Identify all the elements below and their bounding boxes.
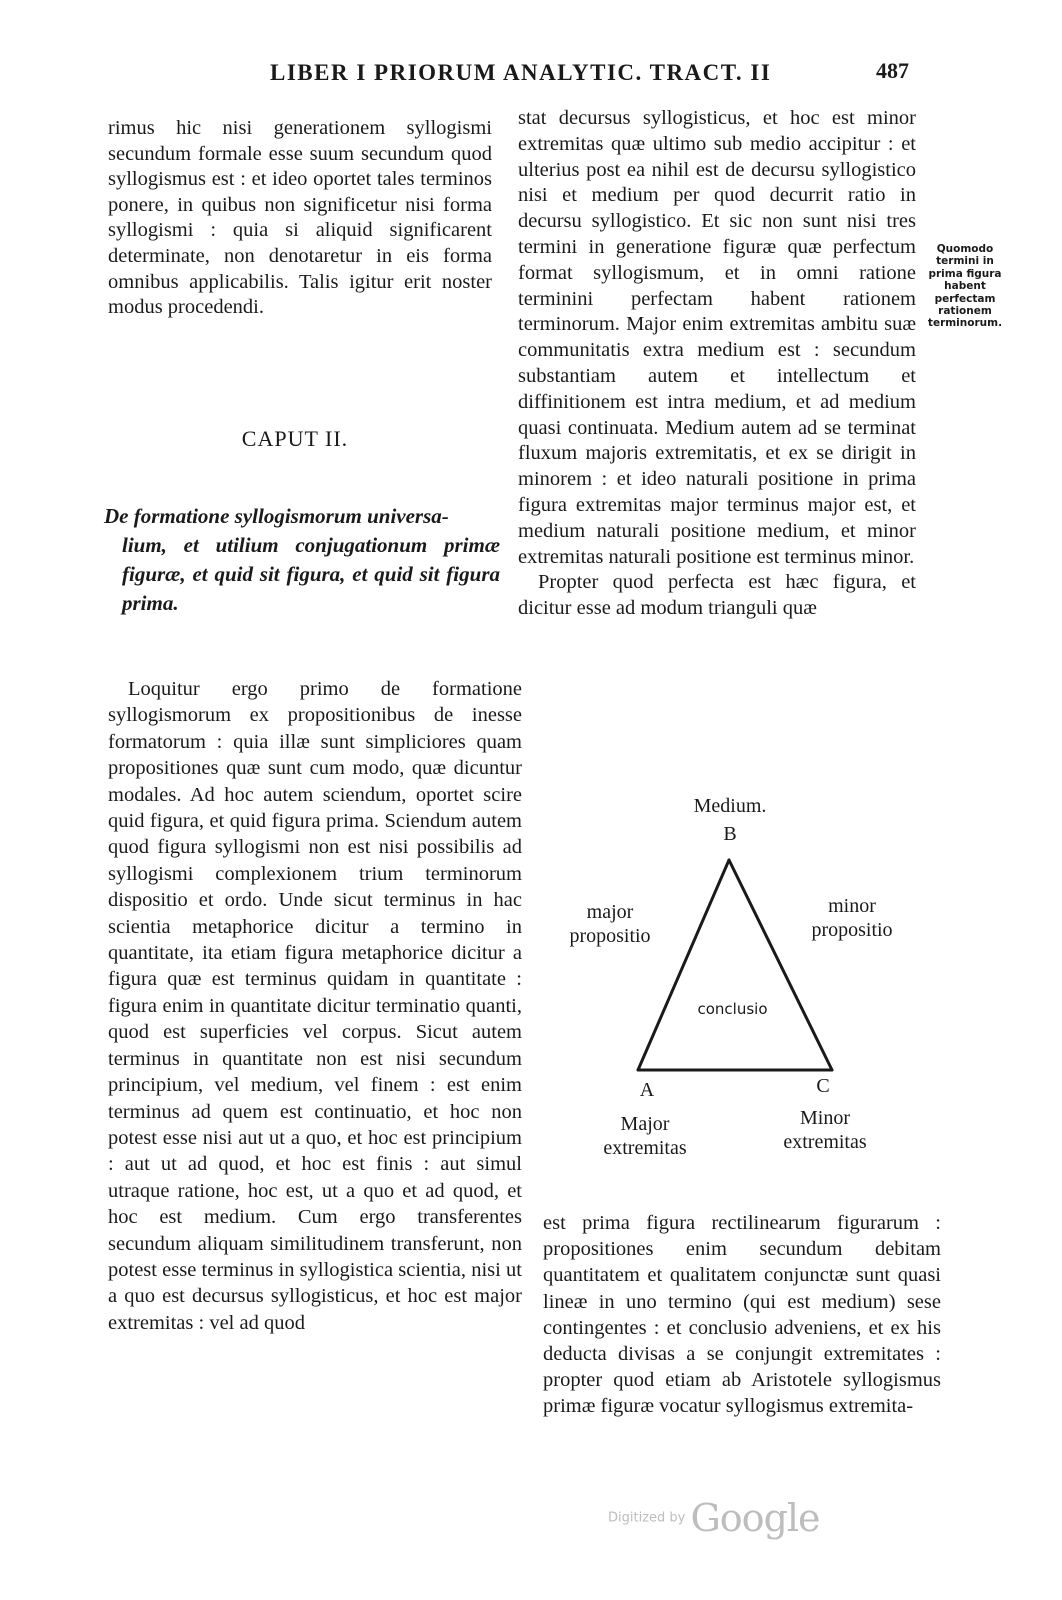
margin-note: Quomodo termini in prima figura habent perfectam rationem terminorum.	[927, 243, 1003, 330]
chapter-summary-first-line: De formatione syllogismorum universa-	[104, 504, 449, 528]
google-logo: Google	[690, 1496, 820, 1540]
left-column-main	[108, 676, 522, 1336]
minor-propositio-line	[729, 860, 832, 1070]
conclusio-label: conclusio	[697, 1000, 768, 1018]
paragraph-right-bottom: est prima figura rectilinearum figurarum : propositiones enim secundum debitam quantitatem et qualitatem conjunctæ sunt quasi lineæ in uno termino (qui est medium) sese contingentes : et conclusio adveniens, et ex his deducta divisas a se conjungit extremitates : propter quod etiam ab Aristotele syllogismus primæ figuræ vocatur syllogismus extremita-	[543, 1212, 941, 1418]
vertex-b-label: B	[723, 823, 737, 845]
digitized-watermark	[608, 1496, 820, 1540]
right-column-bottom	[543, 1210, 941, 1420]
watermark-prefix: Digitized by	[608, 1510, 686, 1526]
running-head: LIBER I PRIORUM ANALYTIC. TRACT. II	[270, 60, 772, 85]
minor-extremitas-word-1: Minor	[800, 1107, 850, 1129]
major-extremitas-label	[580, 1112, 710, 1160]
major-extremitas-word-2: extremitas	[603, 1137, 687, 1159]
major-extremitas-word-1: Major	[620, 1113, 670, 1135]
paragraph-right-top-1: stat decursus syllogisticus, et hoc est minor extremitas quæ ultimo sub medio accipitur : et ulterius post ea nihil est de decursu syllogistico nisi et medium per quod decurrit ratio in decursu syllogistico. Et sic non sunt nisi tres termini in generatione figuræ quæ perfectum format syllogismum, et in omni ratione terminini perfectam habent rationem terminorum. Major enim extremitas ambitu suæ communitatis extra medium est : secundum substantiam autem et intellectum et diffinitionem est intra medium, et ad medium quasi continuata. Medium autem ad se terminat fluxum majoris extremitatis, et ex se dirigit in minorem : et ideo naturali positione in prima figura extremitas major terminus major est, et medium naturali positione medium, et minor extremitas naturali positione est terminus minor.	[518, 107, 916, 568]
minor-propositio-label	[792, 894, 912, 942]
medium-label: Medium.	[693, 795, 767, 817]
triangle-diagram	[540, 780, 940, 1200]
major-propositio-line	[638, 860, 729, 1070]
chapter-summary-rest: lium, et utilium conjugationum primæ figuræ, et quid sit figura, et quid sit figura prima.	[122, 533, 500, 615]
vertex-c-label: C	[816, 1075, 830, 1097]
paragraph-right-top-2: Propter quod perfecta est hæc figura, et dicitur esse ad modum trianguli quæ	[518, 571, 916, 620]
minor-extremitas-word-2: extremitas	[783, 1131, 867, 1153]
major-propositio-label	[550, 900, 670, 948]
vertex-a-label: A	[639, 1079, 655, 1101]
chapter-summary	[104, 502, 500, 618]
left-column-top	[108, 116, 492, 321]
minor-extremitas-label	[760, 1106, 890, 1154]
minor-propositio-word-2: propositio	[811, 919, 893, 941]
page-number: 487	[876, 58, 909, 83]
chapter-title: CAPUT II.	[241, 426, 349, 451]
major-propositio-word-2: propositio	[569, 925, 651, 947]
minor-propositio-word-1: minor	[828, 895, 876, 917]
right-column-top	[518, 106, 916, 622]
paragraph-left-main: Loquitur ergo primo de formatione syllogismorum ex propositionibus de inesse formatorum : quia illæ sunt simpliciores quam propositiones quæ sunt cum modo, quæ dicuntur modales. Ad hoc autem sciendum, oportet scire quid figura, et quid figura prima. Sciendum autem quod figura syllogismi non est nisi possibilis ad syllogismi complexionem trium terminorum dispositio et ordo. Unde sicut terminus in hac scientia metaphorice dicitur a termino in quantitate, ita etiam figura metaphorice dicitur a figura quæ est terminus quidam in quantitate : figura enim in quantitate dicitur terminatio quanti, quod est superficies vel corpus. Sicut autem terminus in quantitate non est nisi secundum principium, vel medium, vel finem : est enim terminus ad quem est continuatio, et hoc non potest esse nisi aut ut a quo, et hoc est principium : aut ut ad quod, et hoc est finis : aut simul utraque ratione, hoc est, ut a quo et ad quod, et hoc est medium. Cum ergo transferentes secundum aliquam similitudinem transferunt, non potest esse terminus in syllogistica scientia, nisi ut a quo est decursus syllogisticus, et hoc est major extremitas : vel ad quod	[108, 678, 522, 1334]
major-propositio-word-1: major	[586, 901, 634, 923]
paragraph-left-top: rimus hic nisi generationem syllogismi secundum formale esse suum secundum quod syllogismus est : et ideo oportet tales terminos ponere, in quibus non significetur nisi forma syllogismi : quia si aliquid significarent determinate, non denotaretur in eis forma omnibus applicabilis. Talis igitur erit noster modus procedendi.	[108, 117, 492, 319]
